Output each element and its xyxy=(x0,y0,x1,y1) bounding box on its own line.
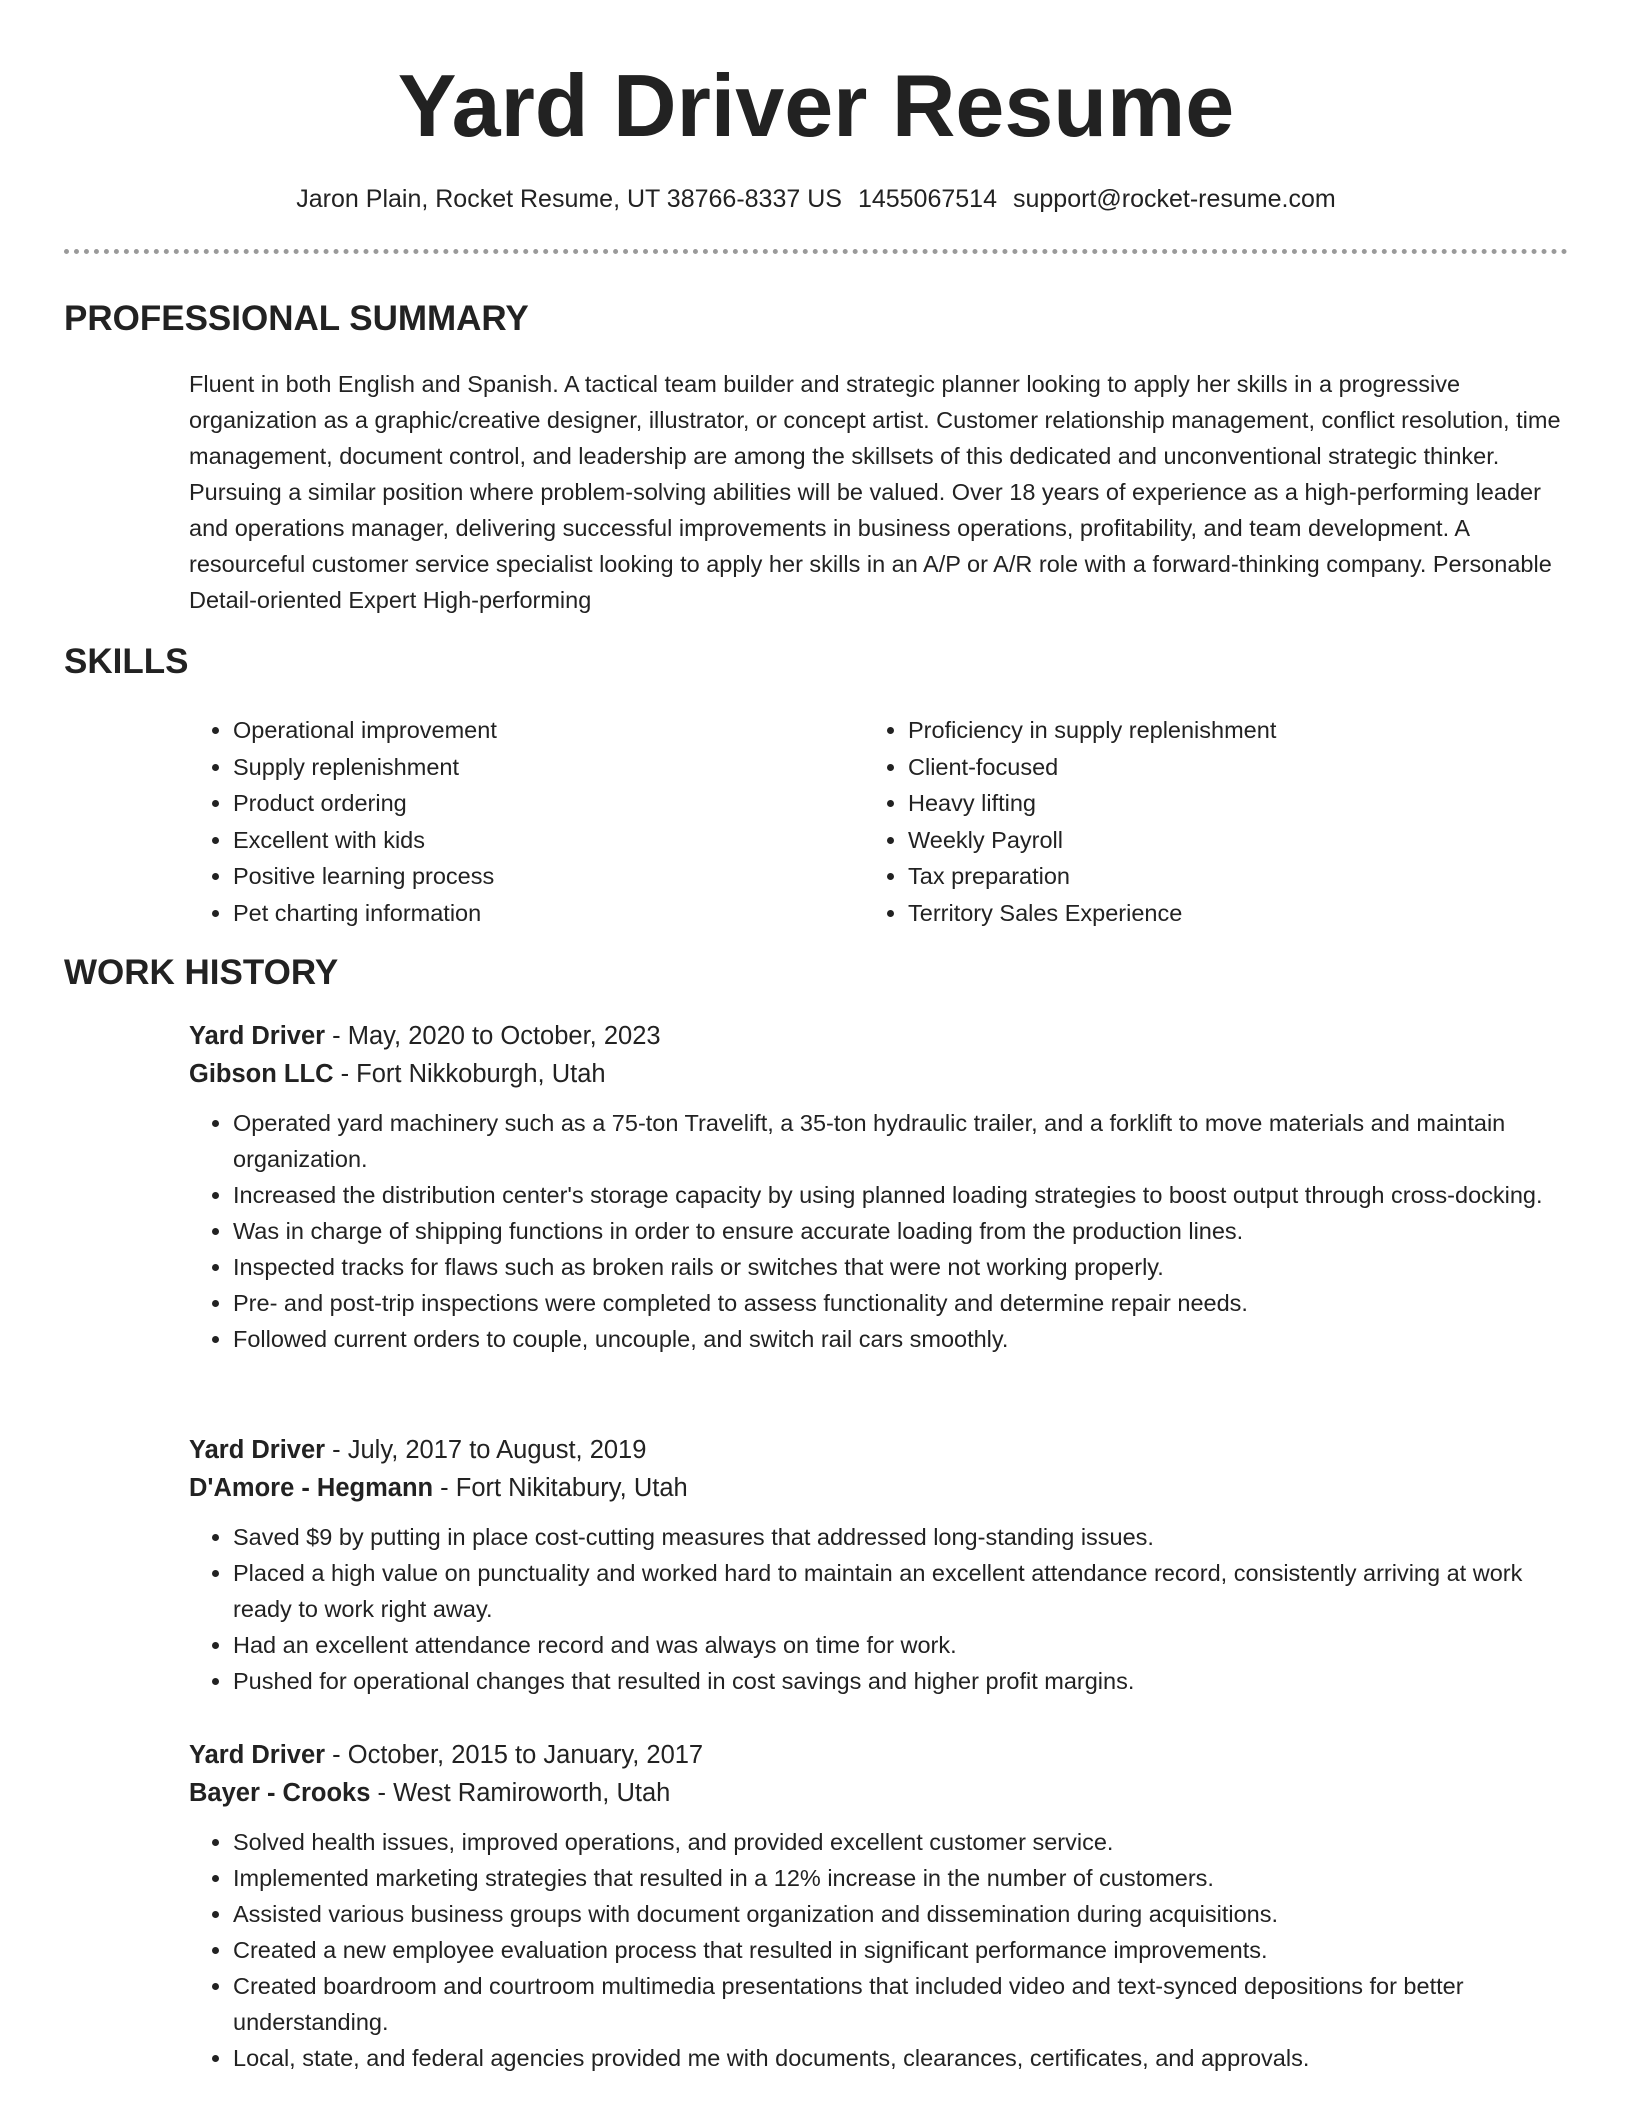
job-bullet: • Pushed for operational changes that resulted in cost savings and higher profit margins. xyxy=(233,1663,1569,1699)
job-bullet: • Created boardroom and courtroom multimedia presentations that included video and text-synced depositions for better understanding. xyxy=(233,1968,1569,2040)
job-bullets xyxy=(189,1824,1569,2076)
header-divider xyxy=(64,249,1568,254)
job-bullet: • Created a new employee evaluation process that resulted in significant performance improvements. xyxy=(233,1932,1569,1968)
job-entry xyxy=(189,1736,1569,2076)
job-title: Yard Driver xyxy=(189,1436,326,1464)
skill-item: • Excellent with kids xyxy=(233,822,497,859)
job-entry xyxy=(189,1017,1569,1357)
job-title-line xyxy=(189,1431,1569,1469)
job-dates: - May, 2020 to October, 2023 xyxy=(325,1022,661,1050)
work-history-heading: WORK HISTORY xyxy=(64,953,339,992)
job-company-line xyxy=(189,1055,1569,1093)
job-bullet: • Solved health issues, improved operations, and provided excellent customer service. xyxy=(233,1824,1569,1860)
job-bullet: • Was in charge of shipping functions in order to ensure accurate loading from the production lines. xyxy=(233,1213,1569,1249)
job-bullet: • Increased the distribution center's storage capacity by using planned loading strategies to boost output through cross-docking. xyxy=(233,1177,1569,1213)
skill-item: • Operational improvement xyxy=(233,712,497,749)
skill-item: • Tax preparation xyxy=(908,858,1276,895)
skill-item: • Product ordering xyxy=(233,785,497,822)
job-title-line xyxy=(189,1736,1569,1774)
job-location: - West Ramiroworth, Utah xyxy=(370,1779,671,1807)
job-bullet: • Followed current orders to couple, uncouple, and switch rail cars smoothly. xyxy=(233,1321,1569,1357)
job-bullet: • Had an excellent attendance record and was always on time for work. xyxy=(233,1627,1569,1663)
job-title: Yard Driver xyxy=(189,1741,326,1769)
job-entry xyxy=(189,1431,1569,1699)
job-bullet: • Assisted various business groups with document organization and dissemination during acquisitions. xyxy=(233,1896,1569,1932)
contact-address: Jaron Plain, Rocket Resume, UT 38766-8337 US xyxy=(296,185,842,213)
summary-heading: PROFESSIONAL SUMMARY xyxy=(64,299,529,338)
resume-title: Yard Driver Resume xyxy=(397,56,1235,155)
job-title-line xyxy=(189,1017,1569,1055)
job-company: Gibson LLC xyxy=(189,1060,334,1088)
skills-list-left xyxy=(189,712,497,932)
job-bullet: • Inspected tracks for flaws such as broken rails or switches that were not working properly. xyxy=(233,1249,1569,1285)
job-company-line xyxy=(189,1469,1569,1507)
skill-item: • Heavy lifting xyxy=(908,785,1276,822)
job-bullet: • Operated yard machinery such as a 75-ton Travelift, a 35-ton hydraulic trailer, and a forklift to move materials and maintain organization. xyxy=(233,1105,1569,1177)
job-title: Yard Driver xyxy=(189,1022,326,1050)
job-company: D'Amore - Hegmann xyxy=(189,1474,434,1502)
job-bullet: • Implemented marketing strategies that resulted in a 12% increase in the number of customers. xyxy=(233,1860,1569,1896)
skill-item: • Proficiency in supply replenishment xyxy=(908,712,1276,749)
job-location: - Fort Nikitabury, Utah xyxy=(433,1474,688,1502)
job-location: - Fort Nikkoburgh, Utah xyxy=(333,1060,606,1088)
skill-item: • Weekly Payroll xyxy=(908,822,1276,859)
job-bullets xyxy=(189,1105,1569,1357)
skill-item: • Client-focused xyxy=(908,749,1276,786)
summary-text: Fluent in both English and Spanish. A tactical team builder and strategic planner looking to apply her skills in a progressive organization as a graphic/creative designer, illustrator, or concept artist. Customer relationship management, conflict resolution, time management, document control, and leadership are among the skillsets of this dedicated and unconventional strategic thinker. Pursuing a similar position where problem-solving abilities will be valued. Over 18 years of experience as a high-performing leader and operations manager, delivering successful improvements in business operations, profitability, and team development. A resourceful customer service specialist looking to apply her skills in an A/P or A/R role with a forward-thinking company. Personable Detail-oriented Expert High-performing xyxy=(189,371,1561,613)
skill-item: • Positive learning process xyxy=(233,858,497,895)
job-bullets xyxy=(189,1519,1569,1699)
job-company-line xyxy=(189,1774,1569,1812)
contact-line xyxy=(0,182,1632,216)
job-dates: - July, 2017 to August, 2019 xyxy=(325,1436,647,1464)
job-company: Bayer - Crooks xyxy=(189,1779,371,1807)
skill-item: • Supply replenishment xyxy=(233,749,497,786)
job-bullet: • Placed a high value on punctuality and worked hard to maintain an excellent attendance record, consistently arriving at work ready to work right away. xyxy=(233,1555,1569,1627)
job-bullet: • Pre- and post-trip inspections were completed to assess functionality and determine repair needs. xyxy=(233,1285,1569,1321)
job-dates: - October, 2015 to January, 2017 xyxy=(325,1741,704,1769)
skill-item: • Pet charting information xyxy=(233,895,497,932)
job-bullet: • Local, state, and federal agencies provided me with documents, clearances, certificates, and approvals. xyxy=(233,2040,1569,2076)
skill-item: • Territory Sales Experience xyxy=(908,895,1276,932)
skills-list-right xyxy=(864,712,1276,932)
contact-email: support@rocket-resume.com xyxy=(1012,185,1336,213)
job-bullet: • Saved $9 by putting in place cost-cutting measures that addressed long-standing issues. xyxy=(233,1519,1569,1555)
skills-heading: SKILLS xyxy=(64,642,189,681)
contact-phone: 1455067514 xyxy=(857,185,997,213)
